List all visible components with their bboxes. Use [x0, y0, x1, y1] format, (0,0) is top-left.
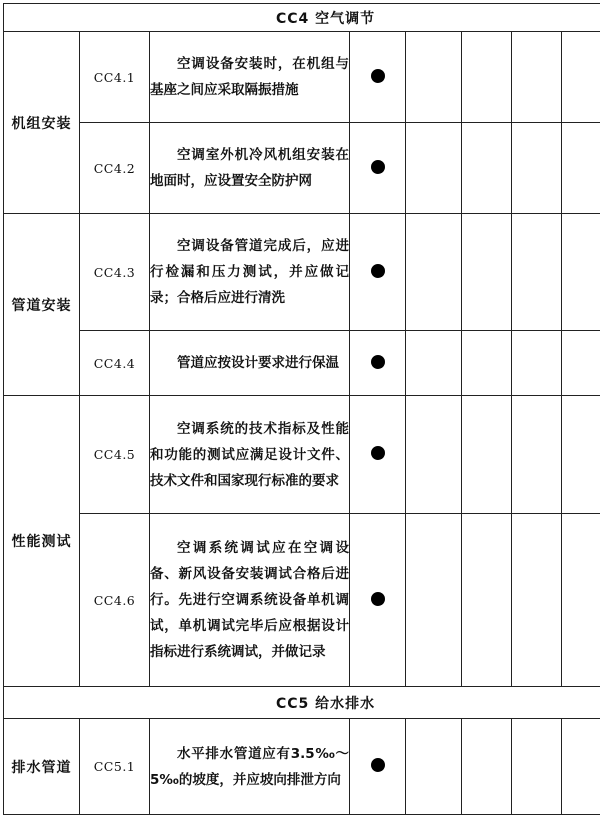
empty-cell — [406, 514, 462, 687]
empty-cell — [562, 214, 600, 331]
filled-dot-icon — [371, 264, 385, 278]
item-description: 空调设备管道完成后，应进行检漏和压力测试，并应做记录；合格后应进行清洗 — [150, 214, 350, 331]
table-row — [4, 32, 600, 123]
item-description: 空调室外机冷风机组安装在地面时，应设置安全防护网 — [150, 123, 350, 214]
mark-cell — [350, 396, 406, 514]
item-code: CC4.2 — [80, 123, 150, 214]
category-cell: 性能测试 — [4, 396, 80, 687]
empty-cell — [512, 214, 562, 331]
empty-cell — [512, 123, 562, 214]
empty-cell — [406, 123, 462, 214]
mark-cell — [350, 514, 406, 687]
item-code: CC4.4 — [80, 331, 150, 396]
category-cell: 管道安装 — [4, 214, 80, 396]
empty-cell — [562, 514, 600, 687]
empty-cell — [462, 123, 512, 214]
item-code: CC4.3 — [80, 214, 150, 331]
empty-cell — [512, 396, 562, 514]
empty-cell — [406, 331, 462, 396]
empty-cell — [562, 719, 600, 815]
empty-cell — [462, 719, 512, 815]
empty-cell — [562, 331, 600, 396]
table-row — [4, 514, 600, 687]
section-title: CC5 给水排水 — [4, 687, 600, 719]
mark-cell — [350, 123, 406, 214]
filled-dot-icon — [371, 758, 385, 772]
item-code: CC4.1 — [80, 32, 150, 123]
empty-cell — [562, 123, 600, 214]
mark-cell — [350, 331, 406, 396]
empty-cell — [406, 396, 462, 514]
empty-cell — [462, 32, 512, 123]
mark-cell — [350, 32, 406, 123]
filled-dot-icon — [371, 355, 385, 369]
empty-cell — [512, 719, 562, 815]
spec-table-container — [3, 3, 600, 815]
category-cell: 排水管道 — [4, 719, 80, 815]
filled-dot-icon — [371, 160, 385, 174]
mark-cell — [350, 214, 406, 331]
empty-cell — [562, 32, 600, 123]
mark-cell — [350, 719, 406, 815]
section-title: CC4 空气调节 — [4, 4, 600, 32]
item-description: 水平排水管道应有3.5‰～5‰的坡度，并应坡向排泄方向 — [150, 719, 350, 815]
item-code: CC4.6 — [80, 514, 150, 687]
empty-cell — [512, 32, 562, 123]
table-row — [4, 214, 600, 331]
item-description: 管道应按设计要求进行保温 — [150, 331, 350, 396]
item-description: 空调设备安装时，在机组与基座之间应采取隔振措施 — [150, 32, 350, 123]
empty-cell — [406, 32, 462, 123]
empty-cell — [406, 214, 462, 331]
table-row — [4, 396, 600, 514]
empty-cell — [462, 331, 512, 396]
item-code: CC4.5 — [80, 396, 150, 514]
section-header-row — [4, 4, 600, 32]
item-code: CC5.1 — [80, 719, 150, 815]
table-row — [4, 719, 600, 815]
empty-cell — [512, 514, 562, 687]
category-cell: 机组安装 — [4, 32, 80, 214]
item-description: 空调系统的技术指标及性能和功能的测试应满足设计文件、技术文件和国家现行标准的要求 — [150, 396, 350, 514]
empty-cell — [512, 331, 562, 396]
filled-dot-icon — [371, 446, 385, 460]
spec-table — [3, 3, 600, 815]
empty-cell — [562, 396, 600, 514]
empty-cell — [406, 719, 462, 815]
empty-cell — [462, 396, 512, 514]
filled-dot-icon — [371, 69, 385, 83]
item-description: 空调系统调试应在空调设备、新风设备安装调试合格后进行。先进行空调系统设备单机调试，单机调试完毕后应根据设计指标进行系统调试，并做记录 — [150, 514, 350, 687]
empty-cell — [462, 514, 512, 687]
table-row — [4, 331, 600, 396]
table-row — [4, 123, 600, 214]
empty-cell — [462, 214, 512, 331]
section-header-row — [4, 687, 600, 719]
filled-dot-icon — [371, 592, 385, 606]
